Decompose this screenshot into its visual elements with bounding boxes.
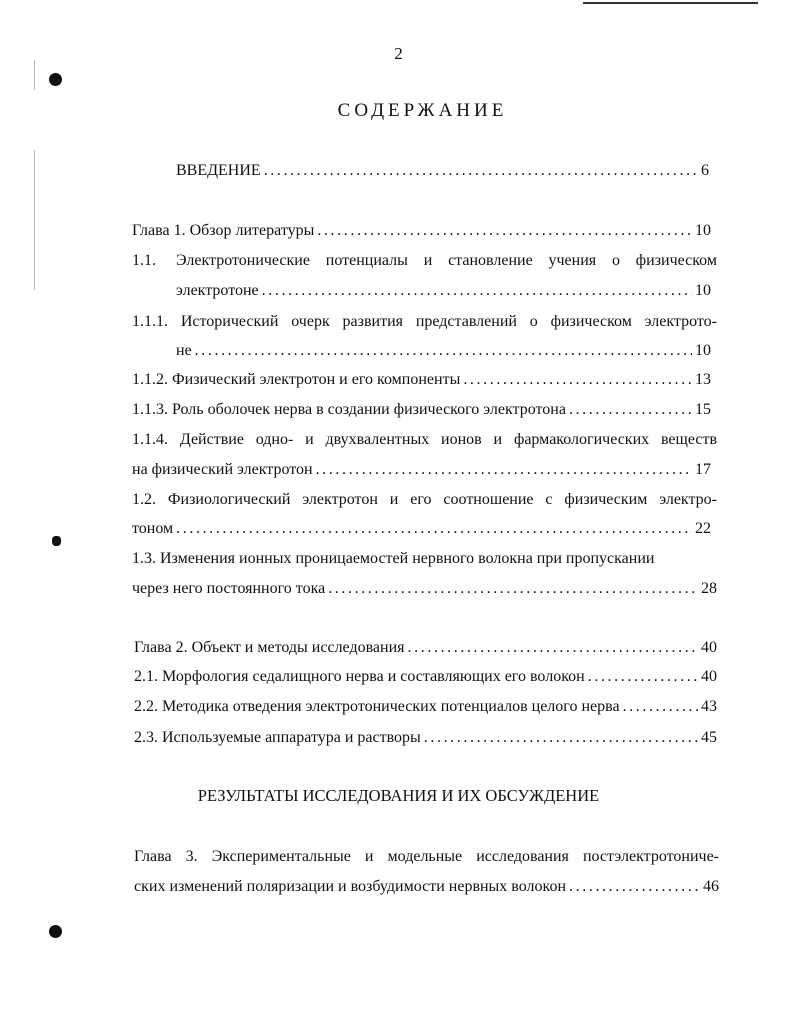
toc-entry-1-1-3[interactable] (132, 399, 711, 421)
scan-edge-line (583, 2, 758, 4)
toc-entry-title: Электротонические потенциалы и становление учения о физическом (176, 252, 717, 269)
toc-entry-page: 40 (701, 639, 717, 656)
toc-entry-1-1-line1[interactable] (176, 250, 717, 272)
toc-entry-title: не (176, 342, 192, 359)
leader-dots (328, 578, 698, 600)
toc-entry-1-1-4-line1[interactable] (132, 429, 717, 451)
toc-entry-2-2[interactable] (134, 696, 717, 718)
toc-entry-1-1-1-line1[interactable] (132, 311, 717, 333)
toc-entry-1-2-line1[interactable] (132, 489, 717, 511)
toc-entry-page: 22 (695, 520, 711, 537)
toc-entry-number: 1.1. (132, 252, 156, 269)
toc-entry-title: на физический электротон (132, 461, 313, 478)
leader-dots (317, 220, 692, 242)
toc-entry-title: 1.1.3. Роль оболочек нерва в создании физического электротона (132, 401, 566, 418)
toc-entry-page: 43 (701, 698, 717, 715)
leader-dots (623, 696, 698, 718)
toc-entry-page: 46 (703, 878, 719, 895)
toc-entry-title: ВВЕДЕНИЕ (176, 162, 261, 179)
toc-entry-title: 2.3. Используемые аппаратура и растворы (134, 729, 421, 746)
leader-dots (463, 369, 692, 391)
leader-dots (424, 727, 698, 749)
toc-entry-2-3[interactable] (134, 727, 717, 749)
toc-entry-title: 1.1.1. Исторический очерк развития представлений о физическом электрото- (132, 313, 717, 330)
toc-entry-page: 13 (695, 371, 711, 388)
toc-entry-page: 10 (695, 342, 711, 359)
leader-dots (588, 666, 698, 688)
toc-entry-chapter1[interactable] (132, 220, 711, 242)
toc-entry-chapter3-line1[interactable] (134, 846, 719, 868)
toc-entry-title: 1.1.2. Физический электротон и его компоненты (132, 371, 461, 388)
toc-entry-1-1-2[interactable] (132, 369, 711, 391)
toc-entry-1-1-4-line2[interactable] (132, 459, 711, 481)
toc-entry-title: 2.2. Методика отведения электротонических потенциалов целого нерва (134, 698, 620, 715)
toc-entry-1-1-1-line2[interactable] (176, 340, 711, 362)
toc-title: СОДЕРЖАНИЕ (337, 100, 508, 121)
toc-entry-2-1[interactable] (134, 666, 717, 688)
toc-entry-page: 10 (695, 282, 711, 299)
toc-entry-title: ских изменений поляризации и возбудимости нервных волокон (134, 878, 567, 895)
toc-entry-page: 10 (695, 222, 711, 239)
leader-dots (264, 160, 698, 182)
toc-entry-title: 2.1. Морфология седалищного нерва и составляющих его волокон (134, 668, 585, 685)
toc-entry-1-1-line2[interactable] (176, 280, 711, 302)
leader-dots (176, 518, 692, 540)
punch-hole-middle (52, 536, 61, 546)
toc-entry-title: 1.1.4. Действие одно- и двухвалентных ионов и фармакологических веществ (132, 431, 717, 448)
leader-dots (195, 340, 692, 362)
toc-entry-1-2-line2[interactable] (132, 518, 711, 540)
toc-entry-page: 17 (695, 461, 711, 478)
toc-entry-1-3-line2[interactable] (132, 578, 717, 600)
punch-hole-bottom (49, 925, 62, 938)
leader-dots (569, 876, 700, 898)
leader-dots (262, 280, 692, 302)
toc-entry-title: Глава 3. Экспериментальные и модельные исследования постэлектротониче- (134, 848, 719, 865)
toc-entry-title: Глава 1. Обзор литературы (132, 222, 315, 239)
toc-entry-chapter3-line2[interactable] (134, 876, 719, 898)
toc-entry-page: 45 (701, 729, 717, 746)
scan-margin-mark (34, 60, 35, 90)
toc-entry-title: электротоне (176, 282, 259, 299)
page-number: 2 (394, 44, 403, 63)
toc-entry-title: тоном (132, 520, 174, 537)
toc-entry-1-3-line1[interactable]: 1.3. Изменения ионных проницаемостей нервного волокна при пропускании (132, 550, 655, 567)
toc-entry-page: 28 (701, 580, 717, 597)
toc-entry-page: 15 (695, 401, 711, 418)
toc-entry-title: 1.2. Физиологический электротон и его соотношение с физическим электро- (132, 491, 717, 508)
punch-hole-top (49, 73, 62, 86)
toc-entry-page: 40 (701, 668, 717, 685)
scan-margin-mark (34, 150, 35, 290)
section-heading-results: РЕЗУЛЬТАТЫ ИССЛЕДОВАНИЯ И ИХ ОБСУЖДЕНИЕ (197, 786, 600, 805)
leader-dots (316, 459, 692, 481)
leader-dots (569, 399, 692, 421)
toc-entry-page: 6 (701, 162, 709, 179)
toc-entry-chapter2[interactable] (134, 637, 717, 659)
leader-dots (408, 637, 698, 659)
toc-entry-intro[interactable] (176, 160, 709, 182)
toc-entry-title: через него постоянного тока (132, 580, 326, 597)
toc-entry-title: Глава 2. Объект и методы исследования (134, 639, 405, 656)
